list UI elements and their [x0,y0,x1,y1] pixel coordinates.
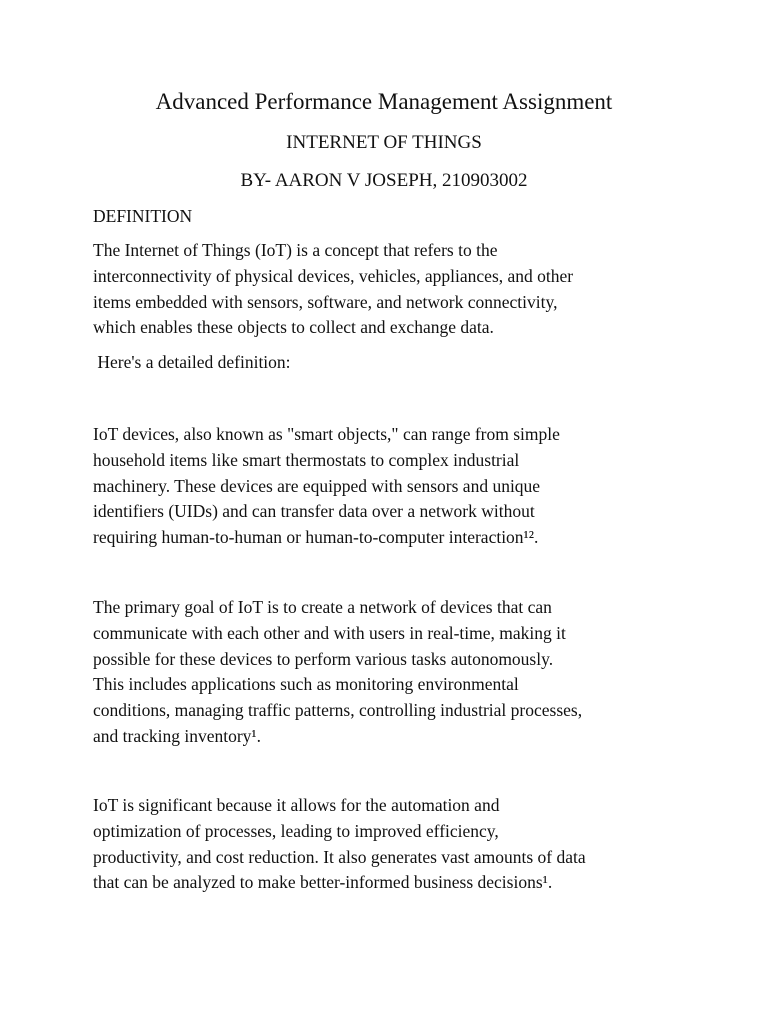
devices-paragraph [93,422,683,551]
text-line: Here's a detailed definition: [93,352,291,372]
text-line: machinery. These devices are equipped with sensors and unique [93,475,541,496]
text-line: interconnectivity of physical devices, vehicles, appliances, and other [93,265,574,286]
text-line: which enables these objects to collect and exchange data. [93,317,494,338]
author-line: BY- AARON V JOSEPH, 210903002 [240,170,528,191]
significance-paragraph [93,793,683,896]
text-line: requiring human-to-human or human-to-computer interaction¹². [93,527,539,548]
text-line: items embedded with sensors, software, and network connectivity, [93,291,558,312]
section-heading: DEFINITION [93,206,193,226]
lead-paragraph [93,350,683,376]
text-line: communicate with each other and with users in real-time, making it [93,622,566,643]
goal-paragraph [93,595,683,750]
text-line: identifiers (UIDs) and can transfer data over a network without [93,501,535,522]
text-line: The primary goal of IoT is to create a network of devices that can [93,597,552,617]
text-line: optimization of processes, leading to improved efficiency, [93,820,499,841]
text-line: IoT is significant because it allows for the automation and [93,795,500,815]
text-line: and tracking inventory¹. [93,725,262,746]
intro-paragraph [93,238,683,341]
text-line: that can be analyzed to make better-informed business decisions¹. [93,872,553,893]
text-line: productivity, and cost reduction. It also generates vast amounts of data [93,846,586,867]
text-line: This includes applications such as monitoring environmental [93,674,519,695]
text-line: IoT devices, also known as "smart objects," can range from simple [93,424,560,444]
text-line: The Internet of Things (IoT) is a concept that refers to the [93,240,498,260]
text-line: possible for these devices to perform various tasks autonomously. [93,648,554,669]
text-line: conditions, managing traffic patterns, controlling industrial processes, [93,700,583,721]
text-line: household items like smart thermostats to complex industrial [93,449,520,470]
document-title: Advanced Performance Management Assignment [155,89,613,114]
document-subtitle: INTERNET OF THINGS [286,132,482,153]
